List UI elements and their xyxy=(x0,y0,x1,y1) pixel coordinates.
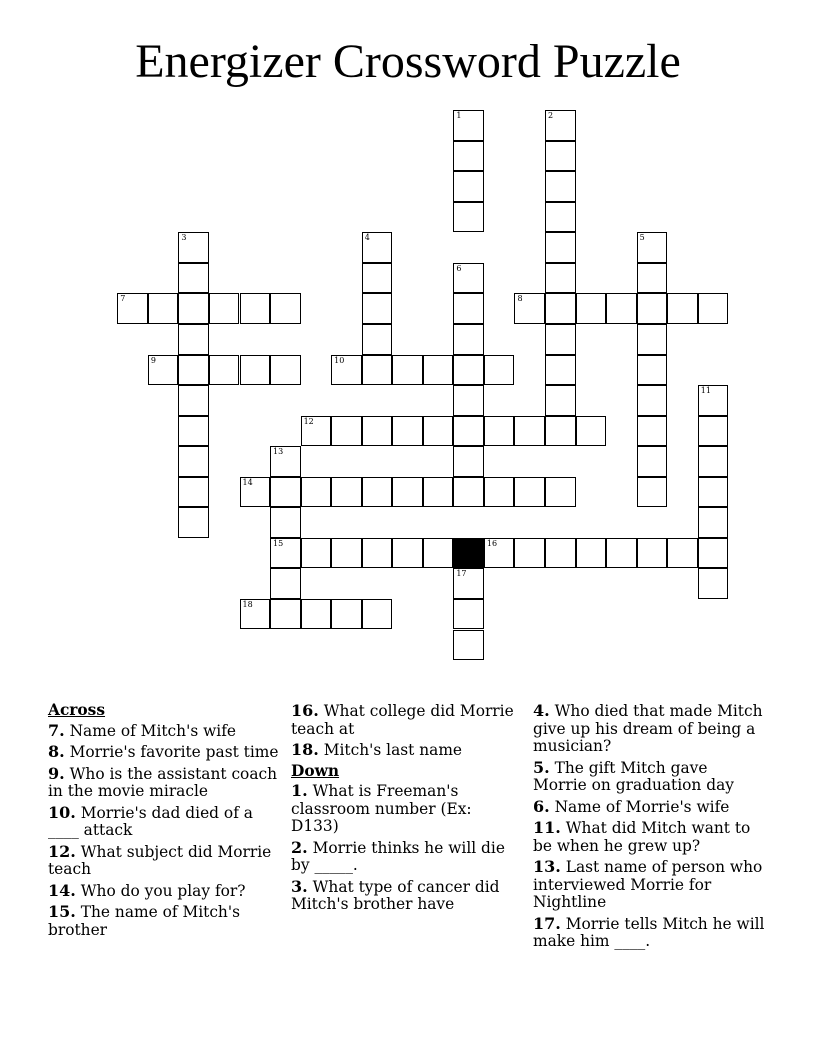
grid-cell[interactable] xyxy=(362,232,393,263)
clue-number-label: 18 xyxy=(242,599,253,609)
grid-cell[interactable] xyxy=(362,416,393,447)
clue-item xyxy=(533,858,765,912)
grid-cell[interactable] xyxy=(606,293,637,324)
clue-number-label: 8 xyxy=(517,294,523,304)
grid-cell[interactable] xyxy=(514,416,545,447)
grid-cell[interactable] xyxy=(362,293,393,324)
clues-column-1 xyxy=(48,702,280,942)
clue-number: 9. xyxy=(48,763,65,783)
clue-text: Name of Mitch's wife xyxy=(64,721,237,740)
grid-cell[interactable] xyxy=(484,477,515,508)
clue-item xyxy=(291,839,523,875)
clue-text: The name of Mitch's brother xyxy=(48,903,240,939)
clue-number-label: 1 xyxy=(456,111,462,121)
grid-cell[interactable] xyxy=(698,568,729,599)
grid-cell[interactable] xyxy=(637,232,668,263)
grid-cell[interactable] xyxy=(301,416,332,447)
grid-cell[interactable] xyxy=(545,416,576,447)
grid-cell[interactable] xyxy=(698,507,729,538)
grid-cell[interactable] xyxy=(362,599,393,630)
grid-cell[interactable] xyxy=(392,477,423,508)
clue-item xyxy=(533,915,765,951)
grid-cell[interactable] xyxy=(178,446,209,477)
clue-text: What college did Morrie teach at xyxy=(291,702,514,738)
clue-number: 3. xyxy=(291,876,308,896)
clue-number: 12. xyxy=(48,841,76,861)
grid-cell[interactable] xyxy=(576,416,607,447)
clue-number: 18. xyxy=(291,740,319,759)
grid-cell[interactable] xyxy=(178,355,209,386)
grid-cell[interactable] xyxy=(453,171,484,202)
grid-cell[interactable] xyxy=(270,538,301,569)
grid-cell[interactable] xyxy=(178,477,209,508)
black-square xyxy=(453,538,484,569)
grid-cell[interactable] xyxy=(453,141,484,172)
clue-number-label: 15 xyxy=(273,538,284,548)
grid-cell[interactable] xyxy=(331,599,362,630)
grid-cell[interactable] xyxy=(453,202,484,233)
grid-cell[interactable] xyxy=(301,599,332,630)
grid-cell[interactable] xyxy=(362,324,393,355)
clue-number: 5. xyxy=(533,757,550,777)
grid-cell[interactable] xyxy=(240,293,271,324)
clue-number: 7. xyxy=(48,720,65,740)
clue-item xyxy=(533,702,765,756)
grid-cell[interactable] xyxy=(637,324,668,355)
clue-number: 1. xyxy=(291,781,308,800)
grid-cell[interactable] xyxy=(453,446,484,477)
clue-number-label: 14 xyxy=(242,477,253,487)
clue-item xyxy=(48,882,280,901)
grid-cell[interactable] xyxy=(453,416,484,447)
clue-text: Who do you play for? xyxy=(75,881,246,900)
grid-cell[interactable] xyxy=(148,293,179,324)
clue-item xyxy=(291,878,523,914)
grid-cell[interactable] xyxy=(545,202,576,233)
clue-item xyxy=(48,804,280,840)
clues-column-3 xyxy=(533,702,765,954)
grid-cell[interactable] xyxy=(270,446,301,477)
clue-number: 2. xyxy=(291,837,308,857)
grid-cell[interactable] xyxy=(240,355,271,386)
clue-text: Name of Morrie's wife xyxy=(549,797,730,816)
clue-item xyxy=(291,782,523,836)
clue-number-label: 11 xyxy=(700,386,711,396)
grid-cell[interactable] xyxy=(423,477,454,508)
grid-cell[interactable] xyxy=(545,538,576,569)
clue-text: Morrie's favorite past time xyxy=(64,743,279,761)
grid-cell[interactable] xyxy=(698,385,729,416)
grid-cell[interactable] xyxy=(423,416,454,447)
grid-cell[interactable] xyxy=(453,630,484,661)
clue-number-label: 2 xyxy=(548,111,554,121)
grid-cell[interactable] xyxy=(423,355,454,386)
clue-number: 8. xyxy=(48,742,65,761)
clue-item xyxy=(48,903,280,939)
clue-number-label: 12 xyxy=(303,416,314,426)
clue-item xyxy=(48,743,280,762)
grid-cell[interactable] xyxy=(270,477,301,508)
grid-cell[interactable] xyxy=(178,263,209,294)
clue-number: 17. xyxy=(533,913,561,933)
grid-cell[interactable] xyxy=(698,477,729,508)
clue-number-label: 7 xyxy=(120,294,126,304)
grid-cell[interactable] xyxy=(362,263,393,294)
puzzle-title: Energizer Crossword Puzzle xyxy=(135,35,681,88)
grid-cell[interactable] xyxy=(148,355,179,386)
grid-cell[interactable] xyxy=(637,477,668,508)
grid-cell[interactable] xyxy=(331,477,362,508)
grid-cell[interactable] xyxy=(545,293,576,324)
grid-cell[interactable] xyxy=(484,538,515,569)
grid-cell[interactable] xyxy=(209,293,240,324)
clue-number-label: 10 xyxy=(334,355,345,365)
grid-cell[interactable] xyxy=(453,477,484,508)
clue-text: What subject did Morrie teach xyxy=(48,842,272,878)
clue-text: What is Freeman's classroom number (Ex: D133) xyxy=(291,782,472,835)
grid-cell[interactable] xyxy=(514,477,545,508)
grid-cell[interactable] xyxy=(178,232,209,263)
grid-cell[interactable] xyxy=(178,324,209,355)
clue-number: 16. xyxy=(291,701,319,720)
grid-cell[interactable] xyxy=(331,355,362,386)
down-heading: Down xyxy=(291,761,340,780)
grid-cell[interactable] xyxy=(178,385,209,416)
clues-column-2 xyxy=(291,702,523,917)
grid-cell[interactable] xyxy=(453,385,484,416)
clue-number: 14. xyxy=(48,880,76,900)
grid-cell[interactable] xyxy=(117,293,148,324)
clue-number-label: 9 xyxy=(150,355,156,365)
clue-number-label: 16 xyxy=(486,538,498,548)
grid-cell[interactable] xyxy=(637,446,668,477)
grid-cell[interactable] xyxy=(698,538,729,569)
grid-cell[interactable] xyxy=(637,263,668,294)
clue-number: 4. xyxy=(533,701,550,720)
grid-cell[interactable] xyxy=(331,416,362,447)
grid-cell[interactable] xyxy=(362,538,393,569)
clue-number-label: 6 xyxy=(456,263,462,273)
grid-cell[interactable] xyxy=(698,446,729,477)
clue-item xyxy=(291,702,523,738)
grid-cell[interactable] xyxy=(362,355,393,386)
grid-cell[interactable] xyxy=(453,568,484,599)
grid-cell[interactable] xyxy=(667,538,698,569)
grid-cell[interactable] xyxy=(240,599,271,630)
grid-cell[interactable] xyxy=(270,568,301,599)
grid-cell[interactable] xyxy=(545,355,576,386)
clue-number: 10. xyxy=(48,802,76,822)
grid-cell[interactable] xyxy=(606,538,637,569)
grid-cell[interactable] xyxy=(240,477,271,508)
clue-item xyxy=(48,765,280,801)
clue-item xyxy=(533,798,765,817)
grid-cell[interactable] xyxy=(301,538,332,569)
grid-cell[interactable] xyxy=(270,355,301,386)
clue-number: 6. xyxy=(533,796,550,816)
grid-cell[interactable] xyxy=(270,293,301,324)
clue-number: 15. xyxy=(48,902,76,921)
clue-number-label: 13 xyxy=(273,447,284,457)
grid-cell[interactable] xyxy=(637,355,668,386)
grid-cell[interactable] xyxy=(453,599,484,630)
clue-item xyxy=(48,722,280,741)
grid-cell[interactable] xyxy=(545,385,576,416)
grid-cell[interactable] xyxy=(545,232,576,263)
clue-text: Who is the assistant coach in the movie miracle xyxy=(48,764,278,800)
grid-cell[interactable] xyxy=(484,416,515,447)
grid-cell[interactable] xyxy=(576,538,607,569)
grid-cell[interactable] xyxy=(514,538,545,569)
clue-number: 11. xyxy=(533,818,561,837)
clue-text: Morrie thinks he will die by _____. xyxy=(291,838,505,874)
grid-cell[interactable] xyxy=(453,110,484,141)
clue-text: Last name of person who interviewed Morrie for Nightline xyxy=(533,858,763,911)
grid-cell[interactable] xyxy=(576,293,607,324)
grid-cell[interactable] xyxy=(545,477,576,508)
grid-cell[interactable] xyxy=(209,355,240,386)
clue-number: 13. xyxy=(533,857,561,876)
across-heading: Across xyxy=(48,701,106,719)
grid-cell[interactable] xyxy=(545,141,576,172)
grid-cell[interactable] xyxy=(178,293,209,324)
clue-number-label: 17 xyxy=(456,569,467,579)
clue-text: Mitch's last name xyxy=(318,741,463,759)
clue-number-label: 3 xyxy=(181,233,187,243)
clue-text: The gift Mitch gave Morrie on graduation day xyxy=(533,758,734,794)
grid-cell[interactable] xyxy=(484,355,515,386)
grid-cell[interactable] xyxy=(270,507,301,538)
grid-cell[interactable] xyxy=(453,293,484,324)
grid-cell[interactable] xyxy=(392,538,423,569)
grid-cell[interactable] xyxy=(637,293,668,324)
grid-cell[interactable] xyxy=(453,324,484,355)
clue-text: What did Mitch want to be when he grew up? xyxy=(533,819,751,855)
clue-item xyxy=(533,819,765,855)
grid-cell[interactable] xyxy=(453,263,484,294)
grid-cell[interactable] xyxy=(362,477,393,508)
clue-item xyxy=(291,741,523,760)
clue-number-label: 5 xyxy=(639,233,645,243)
clue-item xyxy=(533,759,765,795)
grid-cell[interactable] xyxy=(545,324,576,355)
grid-cell[interactable] xyxy=(545,110,576,141)
grid-cell[interactable] xyxy=(301,477,332,508)
grid-cell[interactable] xyxy=(637,538,668,569)
grid-cell[interactable] xyxy=(392,355,423,386)
grid-cell[interactable] xyxy=(270,599,301,630)
clue-text: Who died that made Mitch give up his dream of being a musician? xyxy=(533,702,763,755)
grid-cell[interactable] xyxy=(637,416,668,447)
clue-text: Morrie's dad died of a ____ attack xyxy=(48,803,253,839)
grid-cell[interactable] xyxy=(178,507,209,538)
grid-cell[interactable] xyxy=(392,416,423,447)
grid-cell[interactable] xyxy=(637,385,668,416)
grid-cell[interactable] xyxy=(698,416,729,447)
grid-cell[interactable] xyxy=(453,355,484,386)
clue-text: What type of cancer did Mitch's brother have xyxy=(291,877,500,913)
grid-cell[interactable] xyxy=(545,263,576,294)
clue-number-label: 4 xyxy=(364,233,370,243)
clue-text: Morrie tells Mitch he will make him ____. xyxy=(533,914,765,950)
grid-cell[interactable] xyxy=(423,538,454,569)
grid-cell[interactable] xyxy=(698,293,729,324)
grid-cell[interactable] xyxy=(514,293,545,324)
grid-cell[interactable] xyxy=(331,538,362,569)
grid-cell[interactable] xyxy=(545,171,576,202)
grid-cell[interactable] xyxy=(178,416,209,447)
grid-cell[interactable] xyxy=(667,293,698,324)
clue-item xyxy=(48,843,280,879)
